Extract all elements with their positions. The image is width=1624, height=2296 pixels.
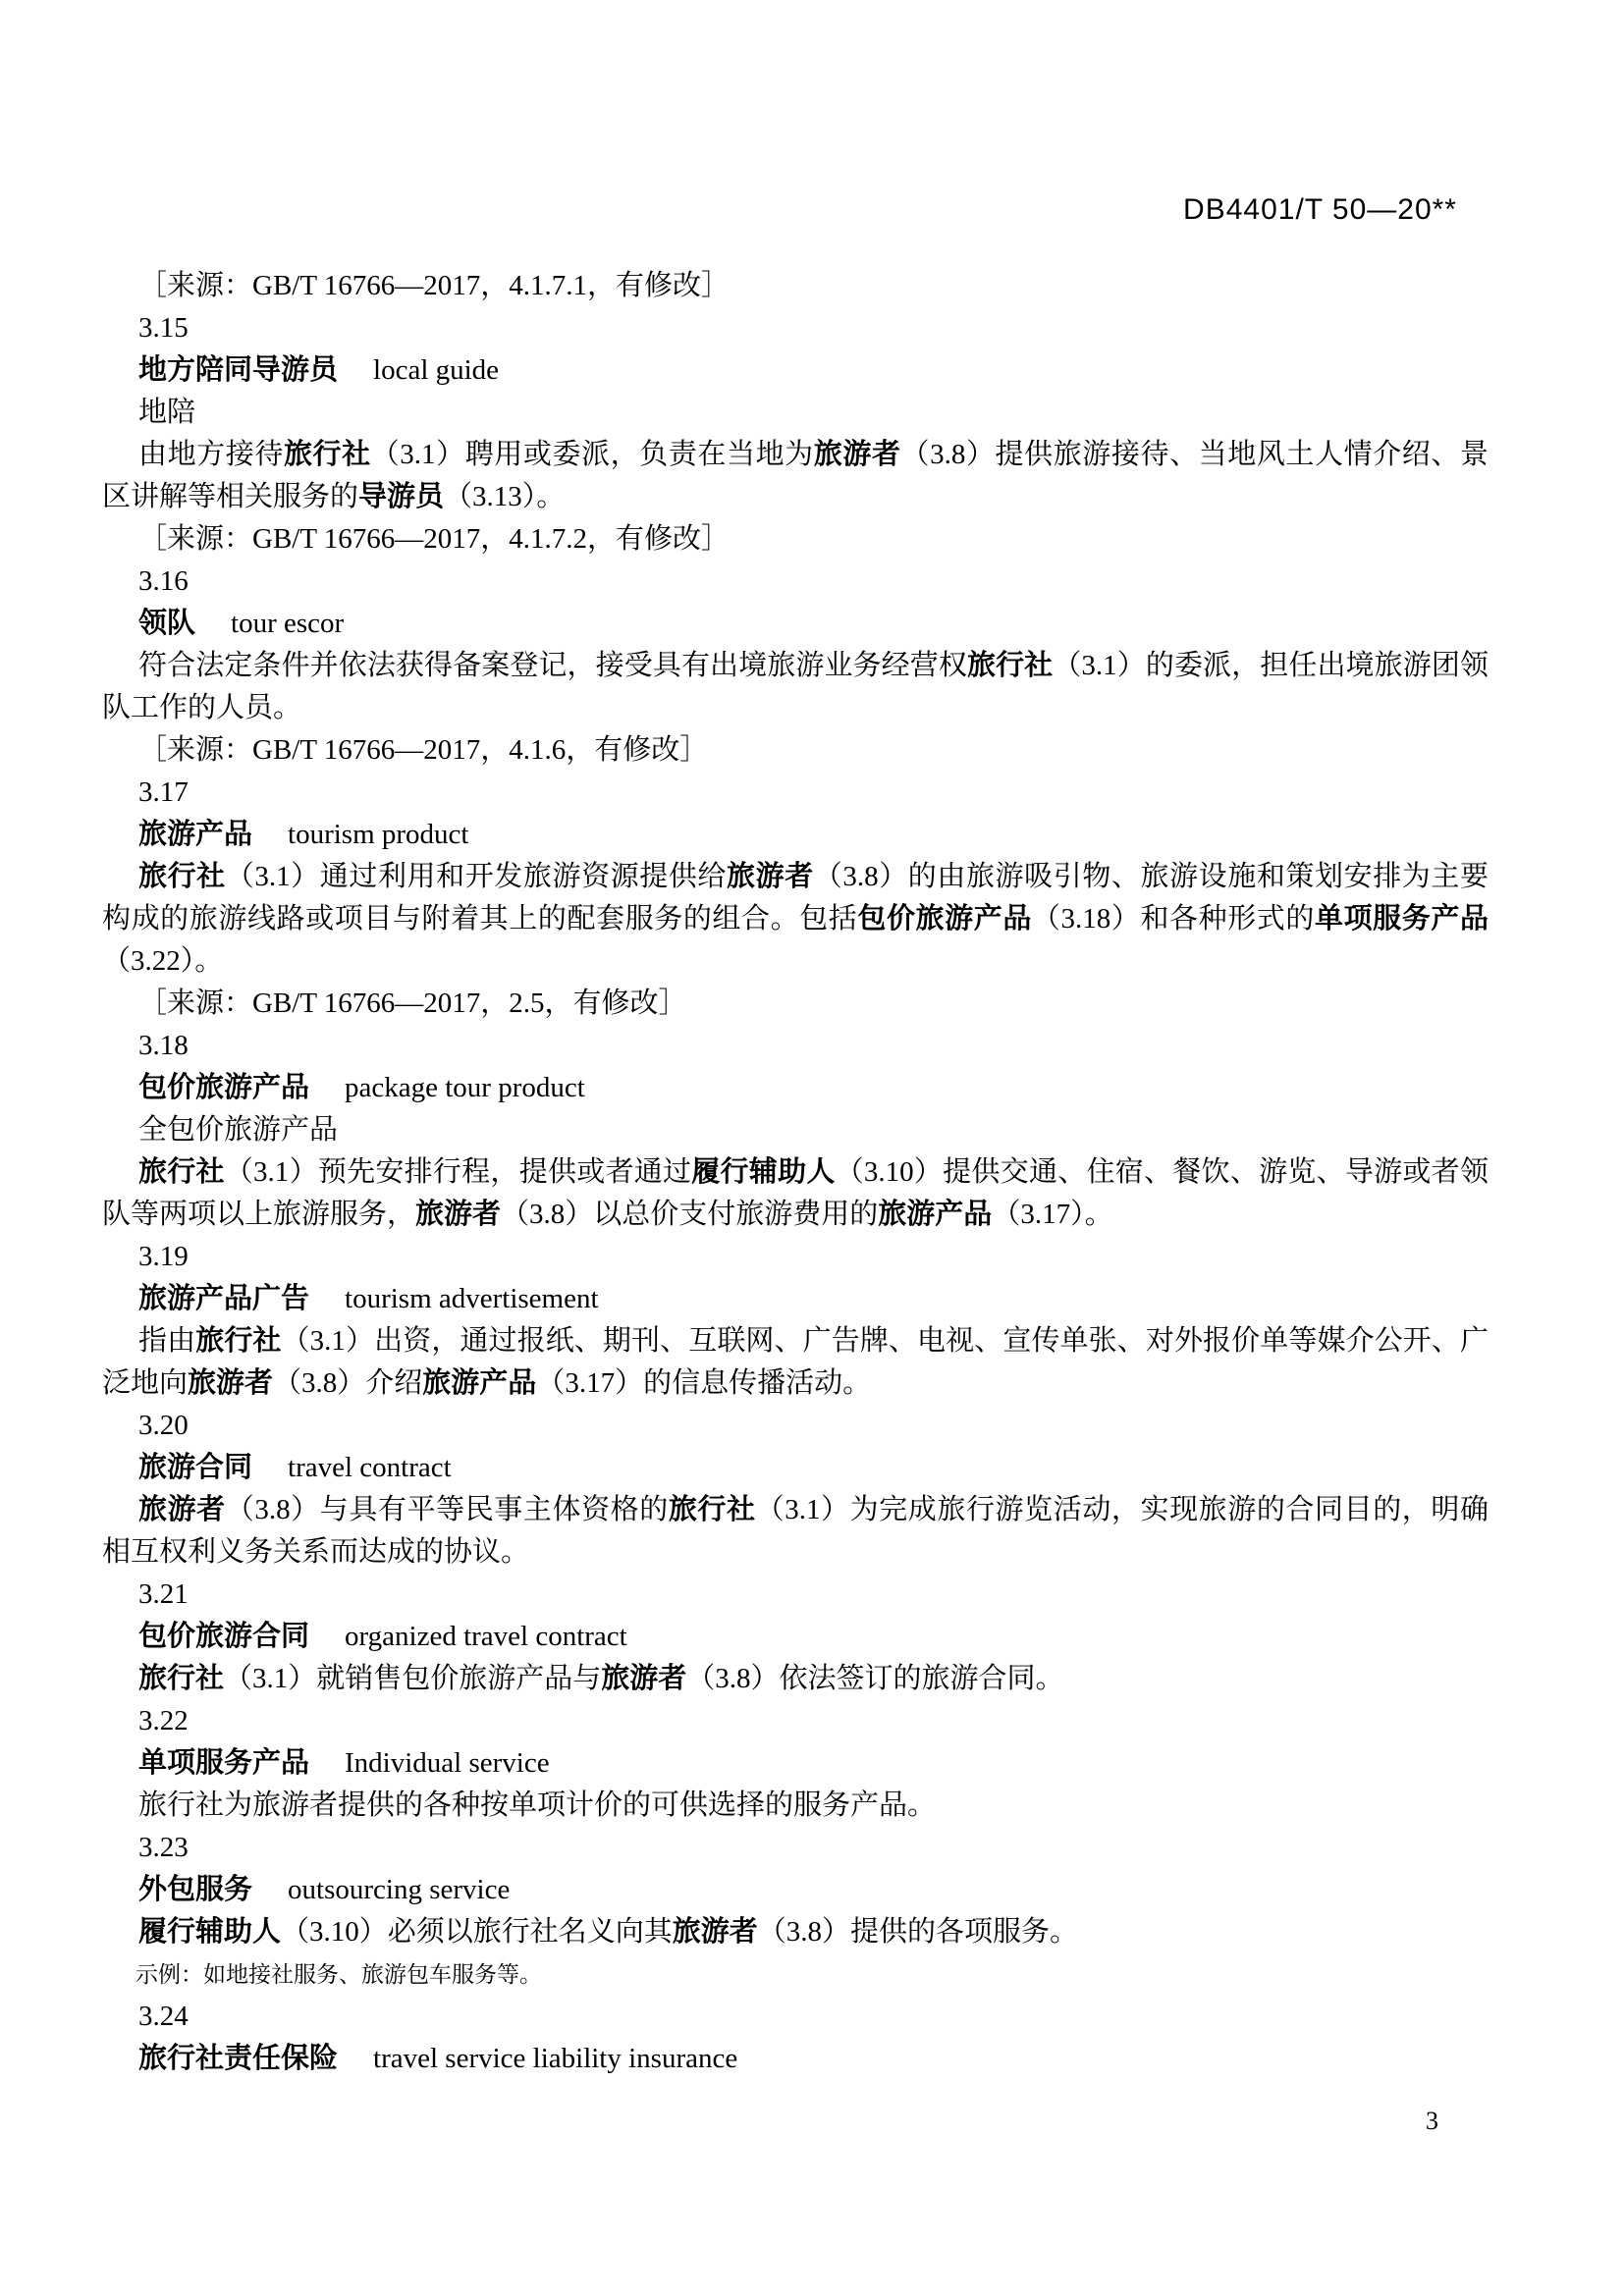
definition-segment: （3.10）提供交通、住宿、餐饮、游览、导游或者领队等两项以上旅游服务， [102, 1156, 1489, 1230]
definition-paragraph [102, 1785, 1489, 1827]
definition-segment: （3.1）聘用或委派，负责在当地为 [370, 439, 814, 470]
definition-paragraph [102, 1151, 1489, 1236]
term-zh: 包价旅游合同 [138, 1621, 310, 1652]
term-line [102, 2038, 1489, 2080]
clause-number: 3.23 [138, 1832, 189, 1863]
clause-number: 3.21 [138, 1578, 189, 1610]
term-zh: 旅游产品广告 [138, 1283, 310, 1314]
term-line [102, 1447, 1489, 1489]
definition-segment: 旅游产品 [878, 1199, 993, 1230]
clause-number: 3.15 [138, 312, 189, 344]
definition-segment: 旅游者 [601, 1663, 687, 1694]
term-en: outsourcing service [288, 1874, 511, 1905]
definition-segment: 旅游者 [415, 1199, 502, 1230]
definition-paragraph [102, 434, 1489, 518]
term-en: tour escor [231, 608, 345, 639]
definition-paragraph [102, 645, 1489, 729]
source-line: ［来源：GB/T 16766—2017，4.1.7.1，有修改］ [138, 270, 731, 301]
definition-segment: （3.8）提供的各项服务。 [757, 1916, 1079, 1948]
term-en: travel service liability insurance [373, 2043, 738, 2074]
definition-segment: （3.1）就销售包价旅游产品与 [224, 1663, 602, 1694]
clause-number: 3.18 [138, 1030, 189, 1061]
term-line [102, 349, 1489, 392]
definition-segment: （3.8）与具有平等民事主体资格的 [225, 1494, 669, 1525]
source-line: ［来源：GB/T 16766—2017，2.5，有修改］ [138, 988, 687, 1019]
clause-number: 3.22 [138, 1705, 189, 1736]
definition-segment: （3.1）通过利用和开发旅游资源提供给 [225, 861, 728, 892]
definition-segment: （3.8）的由旅游吸引物、旅游设施和策划安排为主要构成的旅游线路或项目与附着其上的配套服务的组合。包括 [102, 861, 1489, 934]
term-en: tourism advertisement [345, 1283, 599, 1314]
definition-paragraph [102, 856, 1489, 983]
definition-segment: 履行辅助人 [691, 1156, 836, 1188]
page-number: 3 [1426, 2107, 1438, 2135]
term-zh: 旅游合同 [138, 1452, 253, 1483]
term-zh: 旅游产品 [138, 819, 253, 850]
definition-segment: （3.10）必须以旅行社名义向其 [281, 1916, 673, 1948]
definition-segment: 旅游者 [138, 1494, 226, 1525]
definition-segment: （3.8）以总价支付旅游费用的 [501, 1199, 879, 1230]
definition-segment: 旅行社 [138, 1156, 225, 1188]
definition-segment: （3.1）预先安排行程，提供或者通过 [224, 1156, 692, 1188]
term-en: Individual service [345, 1747, 550, 1779]
definition-segment: （3.1）的委派，担任出境旅游团领队工作的人员。 [102, 650, 1489, 723]
document-content [102, 265, 1489, 2080]
term-line [102, 814, 1489, 856]
term-alias: 全包价旅游产品 [138, 1114, 339, 1146]
term-zh: 单项服务产品 [138, 1747, 310, 1779]
term-line [102, 1742, 1489, 1785]
definition-segment: 履行辅助人 [138, 1916, 282, 1948]
definition-segment: 旅游者 [813, 439, 901, 470]
definition-segment: 旅游产品 [422, 1367, 537, 1399]
source-line: ［来源：GB/T 16766—2017，4.1.7.2，有修改］ [138, 523, 731, 555]
definition-segment: 旅行社 [138, 1663, 225, 1694]
definition-segment: （3.8）提供旅游接待、当地风土人情介绍、景区讲解等相关服务的 [102, 439, 1489, 512]
clause-number: 3.16 [138, 565, 189, 597]
definition-segment: 旅行社 [283, 439, 371, 470]
term-zh: 地方陪同导游员 [138, 354, 339, 386]
standard-code-header: DB4401/T 50—20** [1183, 193, 1457, 226]
source-line: ［来源：GB/T 16766—2017，4.1.6，有修改］ [138, 734, 709, 766]
definition-segment: （3.1）为完成旅行游览活动，实现旅游的合同目的，明确相互权利义务关系而达成的协议。 [102, 1494, 1489, 1568]
definition-segment: 旅行社 [195, 1325, 282, 1357]
definition-paragraph [102, 1320, 1489, 1405]
term-en: package tour product [345, 1072, 585, 1103]
clause-number: 3.17 [138, 776, 189, 808]
definition-segment: 指由 [138, 1325, 196, 1357]
definition-segment: （3.17）的信息传播活动。 [536, 1367, 872, 1399]
definition-segment: （3.8）依法签订的旅游合同。 [686, 1663, 1064, 1694]
term-en: organized travel contract [345, 1621, 627, 1652]
example-line: 示例：如地接社服务、旅游包车服务等。 [135, 1962, 542, 1987]
term-line [102, 1067, 1489, 1109]
definition-segment: 包价旅游产品 [857, 903, 1032, 934]
definition-segment: 由地方接待 [138, 439, 284, 470]
term-zh: 领队 [138, 608, 196, 639]
term-zh: 旅行社责任保险 [138, 2043, 339, 2074]
term-zh: 外包服务 [138, 1874, 253, 1905]
term-line [102, 1616, 1489, 1658]
definition-segment: 旅行社 [668, 1494, 756, 1525]
definition-segment: 符合法定条件并依法获得备案登记，接受具有出境旅游业务经营权 [138, 650, 967, 681]
definition-segment: 旅游者 [188, 1367, 274, 1399]
term-en: tourism product [288, 819, 469, 850]
term-alias: 地陪 [138, 397, 196, 428]
clause-number: 3.20 [138, 1410, 189, 1441]
definition-paragraph [102, 1911, 1489, 1953]
definition-paragraph [102, 1658, 1489, 1700]
clause-number: 3.24 [138, 2001, 189, 2032]
term-zh: 包价旅游产品 [138, 1072, 310, 1103]
definition-segment: 单项服务产品 [1315, 903, 1489, 934]
definition-segment: （3.13）。 [444, 481, 566, 512]
definition-segment: （3.17）。 [992, 1199, 1113, 1230]
term-line [102, 603, 1489, 645]
definition-segment: 旅行社为旅游者提供的各种按单项计价的可供选择的服务产品。 [138, 1789, 937, 1821]
term-line [102, 1869, 1489, 1911]
definition-segment: （3.1）出资，通过报纸、期刊、互联网、广告牌、电视、宣传单张、对外报价单等媒介公开、广泛地向 [102, 1325, 1489, 1399]
term-en: local guide [373, 354, 500, 386]
term-line [102, 1278, 1489, 1320]
definition-segment: 旅行社 [966, 650, 1054, 681]
term-en: travel contract [288, 1452, 452, 1483]
definition-segment: 旅游者 [727, 861, 814, 892]
definition-paragraph [102, 1489, 1489, 1574]
definition-segment: 旅游者 [672, 1916, 758, 1948]
definition-segment: 旅行社 [138, 861, 226, 892]
definition-segment: 导游员 [358, 481, 445, 512]
definition-segment: （3.18）和各种形式的 [1031, 903, 1315, 934]
definition-segment: （3.8）介绍 [273, 1367, 423, 1399]
clause-number: 3.19 [138, 1241, 189, 1272]
definition-segment: （3.22）。 [102, 945, 224, 977]
